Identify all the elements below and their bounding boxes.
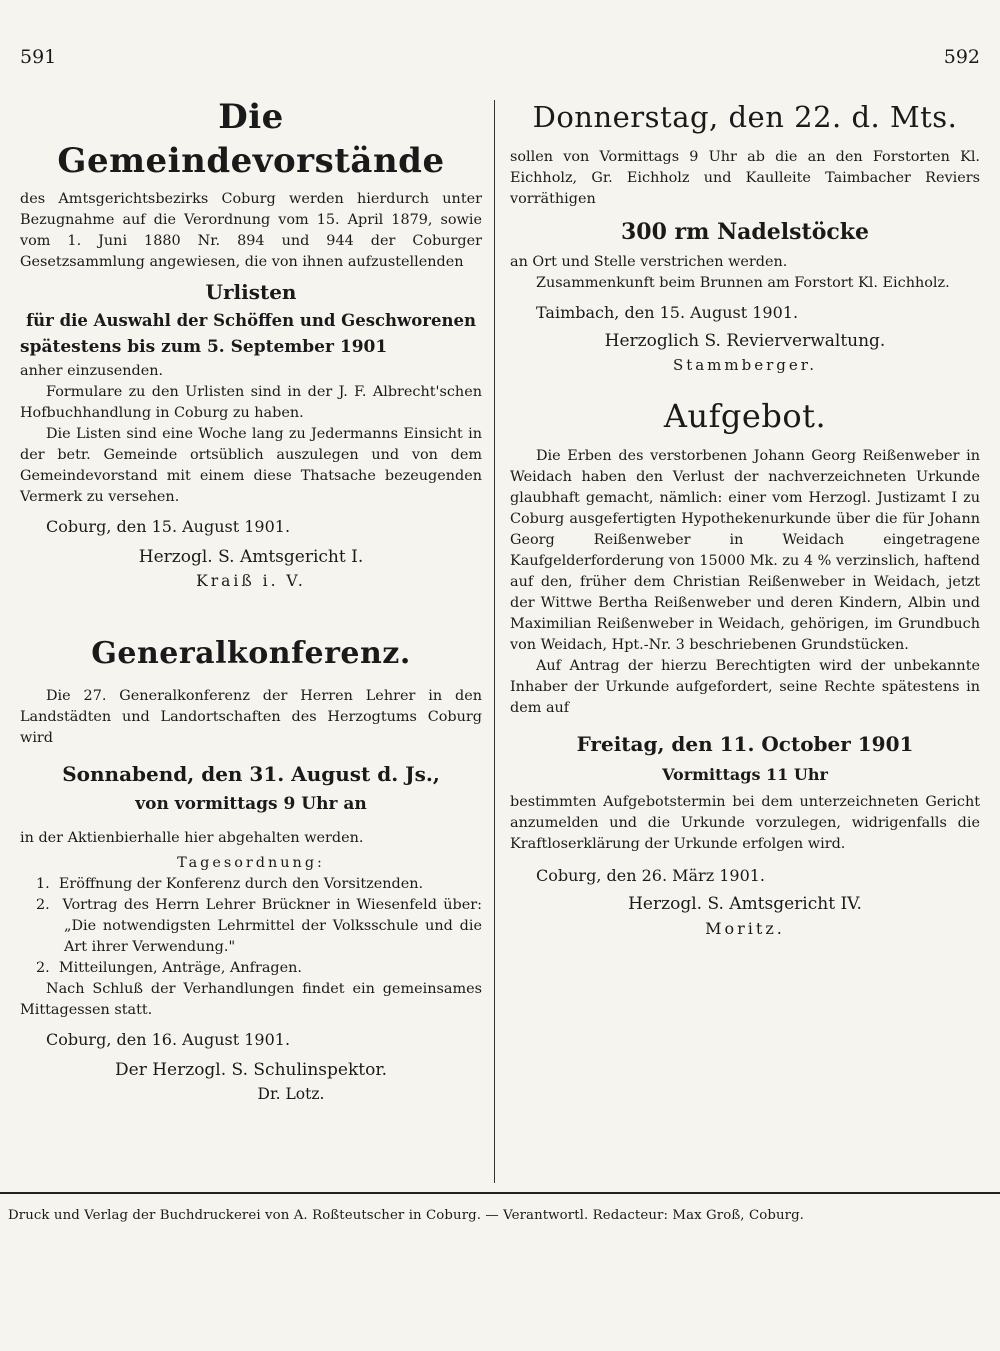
notice-aufgebot — [510, 394, 980, 939]
page-number-left: 591 — [20, 46, 57, 68]
notice-signature: Der Herzogl. S. Schulinspektor. — [115, 1060, 387, 1080]
text-line: in der Aktienbierhalle hier abgehalten werden. — [20, 830, 364, 846]
column-divider — [494, 100, 495, 1183]
notice-title: Aufgebot. — [663, 397, 827, 435]
agenda-item: 2. Vortrag des Herrn Lehrer Brückner in Wiesenfeld über: „Die notwendigsten Lehrmittel der Volksschule und die Art ihrer Verwendung." — [36, 897, 482, 955]
notice-title: Generalkonferenz. — [91, 636, 411, 671]
notice-date: Coburg, den 26. März 1901. — [536, 866, 766, 885]
heading-amount: 300 rm Nadelstöcke — [620, 219, 870, 245]
paragraph-listen: Die Listen sind eine Woche lang zu Jedermanns Einsicht in der betr. Gemeinde ortsüblich auszulegen und von dem Gemeindevorstand mit einem diese Thatsache bezeugenden Vermerk zu versehen. — [20, 426, 482, 505]
text-line: an Ort und Stelle verstrichen werden. — [510, 254, 788, 270]
notice-signature: Herzoglich S. Revierverwaltung. — [604, 331, 886, 351]
paragraph-schluss: Nach Schluß der Verhandlungen findet ein gemeinsames Mittagessen statt. — [20, 981, 482, 1018]
heading-date: Freitag, den 11. October 1901 — [576, 732, 914, 756]
notice-signer: Kraiß i. V. — [196, 572, 306, 590]
paragraph-formulare: Formulare zu den Urlisten sind in der J. F. Albrecht'schen Hofbuchhandlung in Coburg zu haben. — [20, 384, 482, 421]
notice-generalkonferenz — [20, 632, 482, 1105]
notice-date: Taimbach, den 15. August 1901. — [536, 303, 799, 322]
notice-date: Coburg, den 16. August 1901. — [46, 1030, 291, 1049]
right-column — [510, 95, 980, 939]
heading-date: Sonnabend, den 31. August d. Js., — [62, 762, 440, 786]
agenda-list — [20, 874, 482, 979]
left-column — [20, 95, 482, 1105]
page-number-right: 592 — [943, 46, 980, 68]
notice-body: Die 27. Generalkonferenz der Herren Lehrer in den Landstädten und Landortschaften des Herzogtums Coburg wird — [20, 688, 482, 746]
notice-date: Coburg, den 15. August 1901. — [46, 517, 291, 536]
paragraph-erben: Die Erben des verstorbenen Johann Georg Reißenweber in Weidach haben den Verlust der nachverzeichneten Urkunde glaubhaft gemacht, nämlich: einer vom Herzogl. Justizamt I zu Coburg ausgefertigten Hypothekenurkunde über die für Johann Georg Reißenweber in Weidach eingetragene Kaufgelderforderung von 15000 Mk. zu 4 % verzinslich, haftend auf den, früher dem Christian Reißenweber in Weidach, jetzt der Wittwe Bertha Reißenweber und deren Kindern, Albin und Maximilian Reißenweber in Weidach, gehörigen, im Grundbuch von Weidach, Hpt.-Nr. 3 beschriebenen Grundstücken. — [510, 448, 980, 653]
heading-time: Vormittags 11 Uhr — [662, 765, 828, 784]
heading-time: von vormittags 9 Uhr an — [135, 794, 367, 814]
paragraph-antrag: Auf Antrag der hierzu Berechtigten wird der unbekannte Inhaber der Urkunde aufgefordert, seine Rechte spätestens in dem auf — [510, 658, 980, 716]
notice-signer: Dr. Lotz. — [257, 1085, 325, 1103]
agenda-item: 2. Mitteilungen, Anträge, Anfragen. — [36, 960, 302, 976]
paragraph-zusammenkunft: Zusammenkunft beim Brunnen am Forstort Kl. Eichholz. — [536, 275, 950, 291]
imprint-footer: Druck und Verlag der Buchdruckerei von A. Roßteutscher in Coburg. — Verantwortl. Redacteur: Max Groß, Coburg. — [8, 1208, 805, 1223]
notice-signer: Moritz. — [705, 919, 785, 938]
heading-urlisten: Urlisten — [205, 280, 297, 304]
heading-auswahl: für die Auswahl der Schöffen und Geschworenen — [26, 311, 476, 330]
paragraph-termin: bestimmten Aufgebotstermin bei dem unterzeichneten Gericht anzumelden und die Urkunde vorzulegen, widrigenfalls die Kraftloserklärung der Urkunde erfolgen wird. — [510, 794, 980, 852]
notice-body: sollen von Vormittags 9 Uhr ab die an den Forstorten Kl. Eichholz, Gr. Eichholz und Kaulleite Taimbacher Reviers vorräthigen — [510, 149, 980, 207]
text-line: anher einzusenden. — [20, 363, 164, 379]
notice-title: Die Gemeindevorstände — [57, 97, 445, 181]
notice-signature: Herzogl. S. Amtsgericht IV. — [628, 894, 862, 914]
notice-title: Donnerstag, den 22. d. Mts. — [532, 100, 958, 134]
notice-holzverstrich — [510, 95, 980, 376]
notice-gemeindevorstaende — [20, 95, 482, 592]
agenda-title: Tagesordnung: — [177, 855, 325, 871]
notice-signer: Stammberger. — [672, 356, 818, 374]
notice-body: des Amtsgerichtsbezirks Coburg werden hierdurch unter Bezugnahme auf die Verordnung vom 15. April 1879, sowie vom 1. Juni 1880 Nr. 894 und 944 der Coburger Gesetzsammlung angewiesen, die von ihnen aufzustellenden — [20, 191, 482, 270]
heading-deadline: spätestens bis zum 5. September 1901 — [20, 337, 388, 357]
footer-rule — [0, 1192, 1000, 1194]
notice-signature: Herzogl. S. Amtsgericht I. — [138, 547, 364, 567]
agenda-item: 1. Eröffnung der Konferenz durch den Vorsitzenden. — [36, 876, 424, 892]
